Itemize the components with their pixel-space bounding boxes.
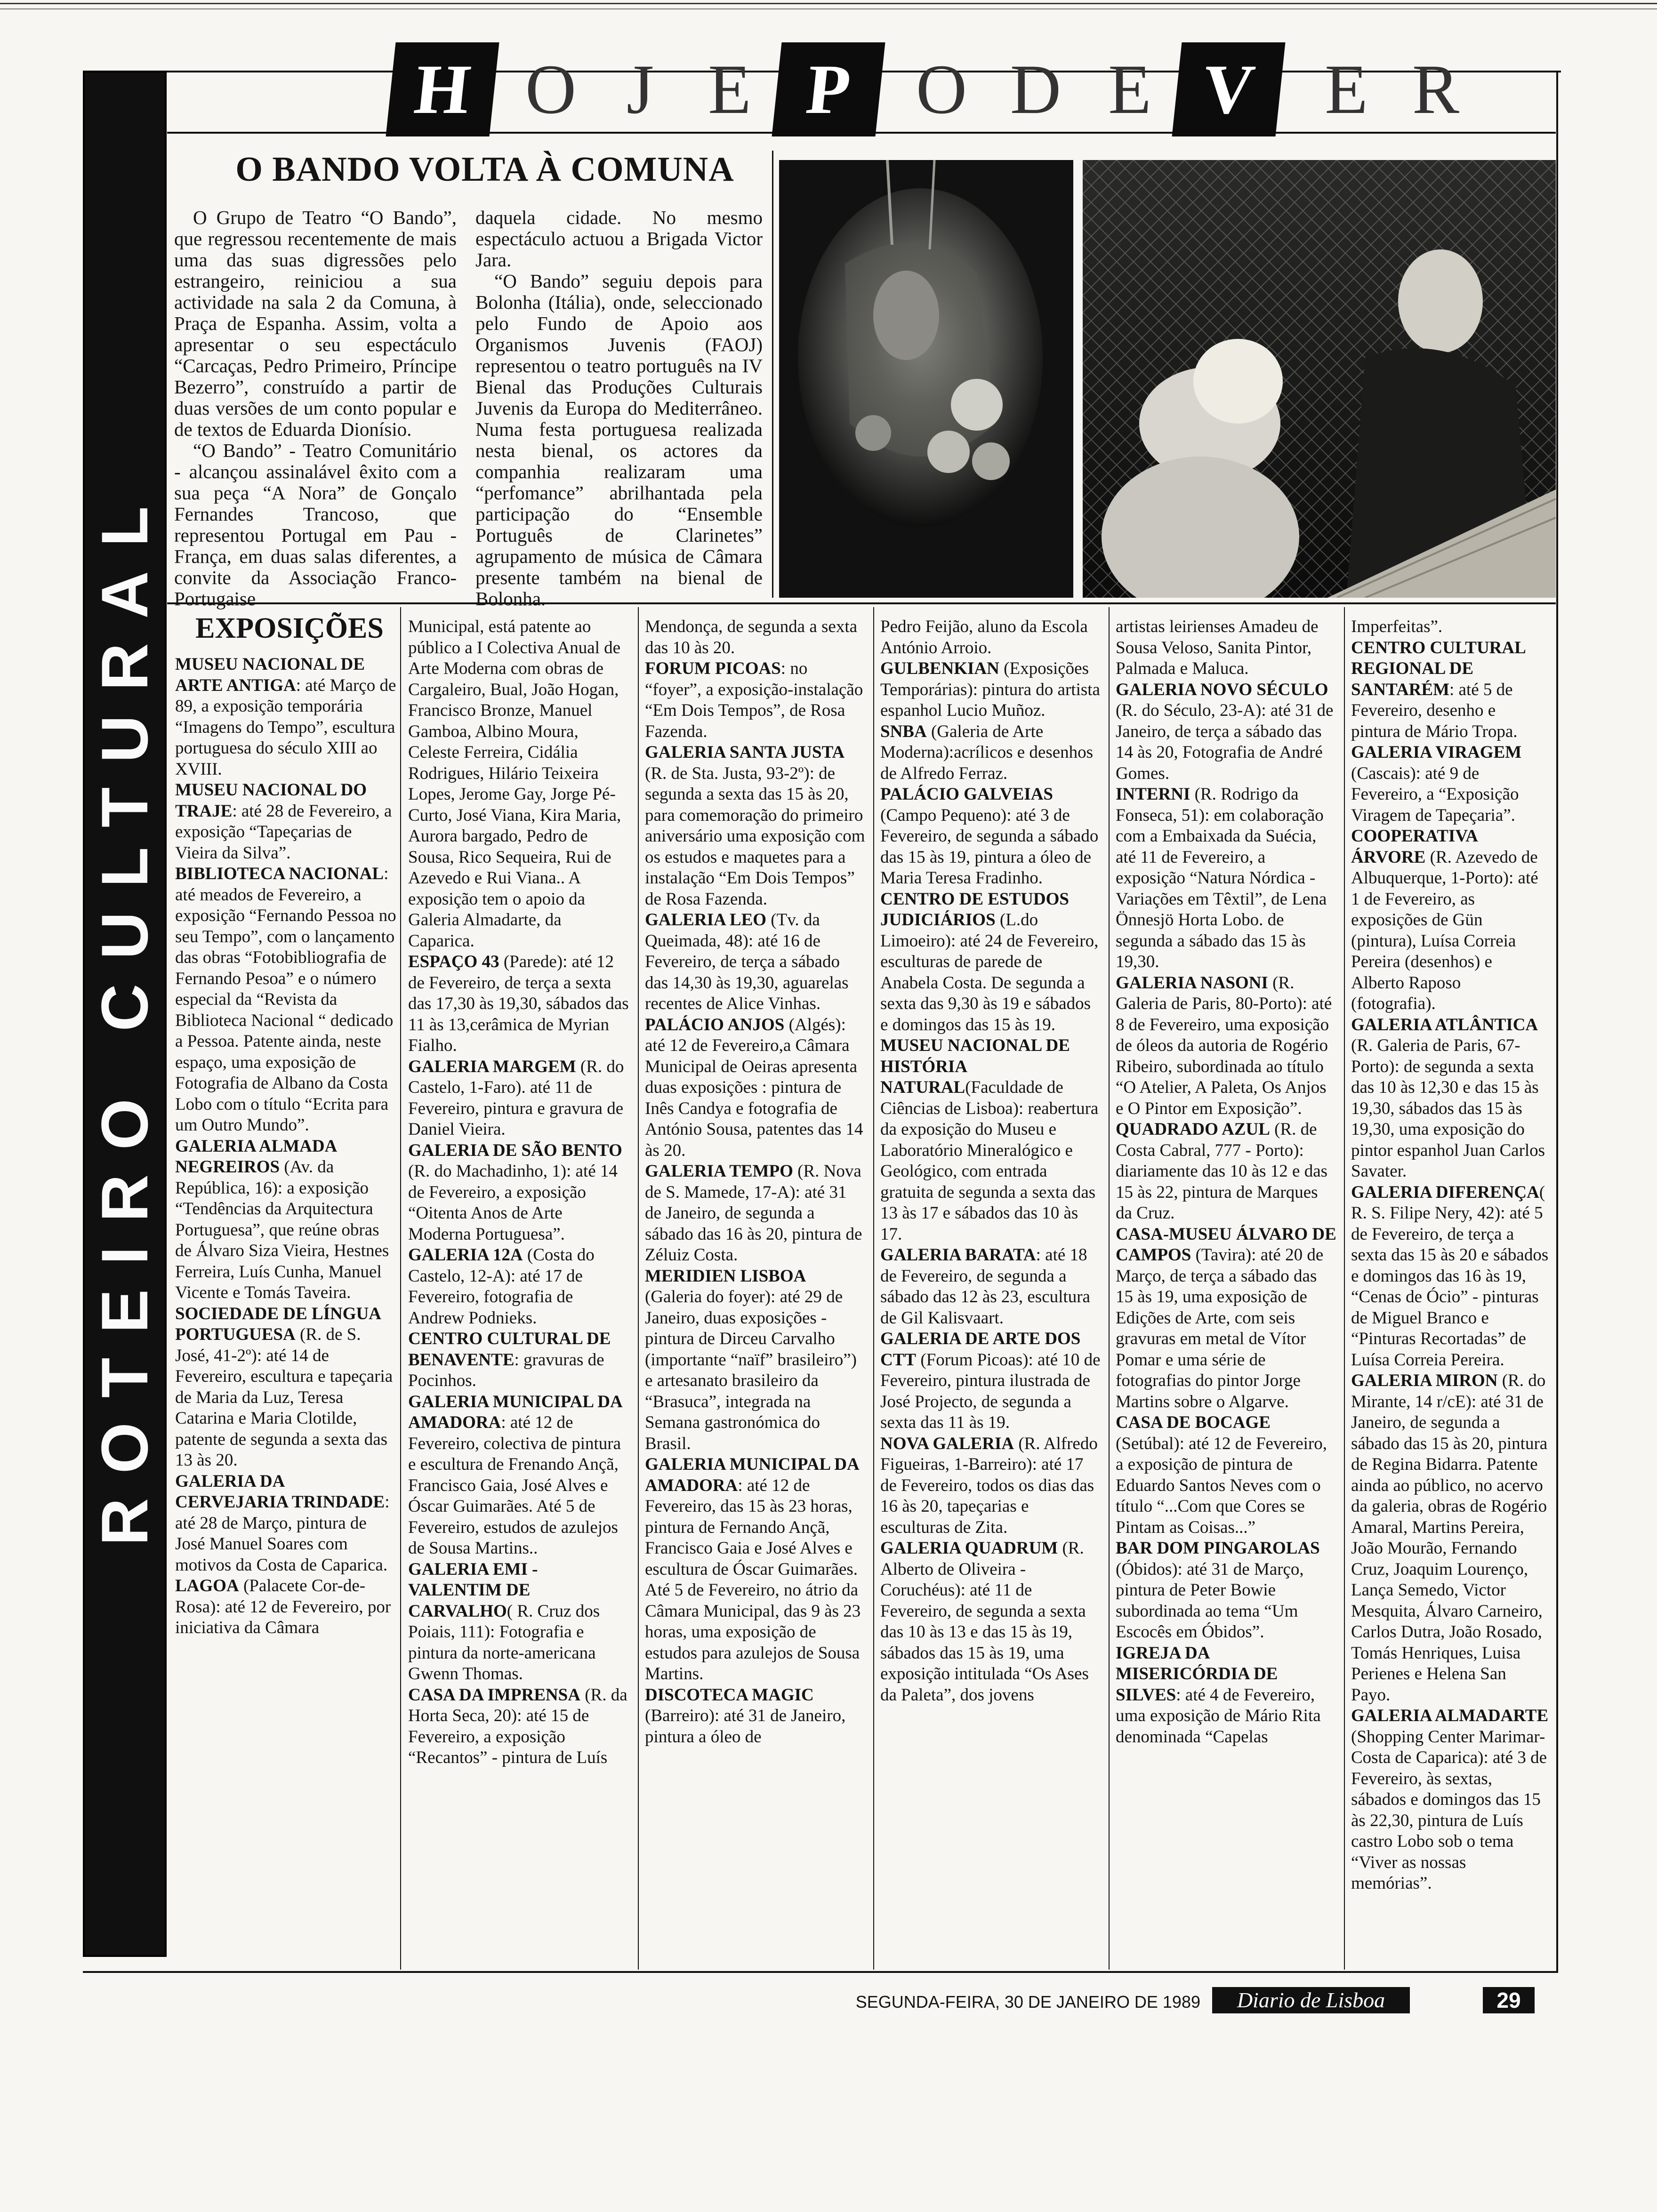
expo-column-2 — [408, 617, 629, 1967]
venue-name: LAGOA — [175, 1576, 239, 1595]
listing-details: (Óbidos): até 31 de Março, pintura de Peter Bowie subordinada ao tema “Um Escocês em Óbidos”. — [1116, 1559, 1304, 1642]
venue-name: CASA-MUSEU ÁLVARO DE CAMPOS — [1116, 1224, 1336, 1265]
listing-entry — [1116, 1643, 1337, 1748]
venue-name: GALERIA DE SÃO BENTO — [408, 1140, 622, 1160]
listing-entry — [175, 1136, 396, 1304]
listing-entry — [880, 1434, 1102, 1539]
venue-name: CENTRO CULTURAL REGIONAL DE SANTARÉM — [1351, 638, 1525, 699]
listing-details: : até 28 de Março, pintura de José Manuel Soares com motivos da Costa de Caparica. — [175, 1492, 390, 1575]
listing-details: Pedro Feijão, aluno da Escola António Arroio. — [880, 617, 1088, 657]
listing-details: : no “foyer”, a exposição-instalação “Em Dois Tempos”, de Rosa Fazenda. — [645, 659, 863, 741]
venue-name: NOVA GALERIA — [880, 1434, 1014, 1453]
expo-column-rule — [638, 607, 639, 1970]
listing-entry — [1351, 1015, 1549, 1182]
listing-entry — [408, 1392, 629, 1559]
listing-entry — [880, 658, 1102, 721]
photo-actors-on-stage — [1083, 160, 1556, 598]
venue-name: MUSEU NACIONAL DE ARTE ANTIGA — [175, 655, 365, 695]
listing-entry — [175, 780, 396, 864]
listing-details: (R. da Horta Seca, 20): até 15 de Fevereiro, a exposição “Recantos” - pintura de Luís — [408, 1685, 627, 1767]
listing-entry — [645, 742, 866, 910]
section-banner — [83, 71, 167, 1957]
venue-name: GALERIA EMI - VALENTIM DE CARVALHO — [408, 1559, 538, 1621]
venue-name: GALERIA SANTA JUSTA — [645, 743, 845, 762]
venue-name: BAR DOM PINGAROLAS — [1116, 1539, 1320, 1558]
article-column-1 — [174, 207, 457, 621]
venue-name: DISCOTECA MAGIC — [645, 1685, 814, 1705]
photo-actors-on-stage-image — [1083, 160, 1556, 598]
listing-entry — [880, 1035, 1102, 1245]
listing-entry — [1116, 973, 1337, 1120]
listing-details: (R. Alfredo Figueiras, 1-Barreiro): até 17 de Fevereiro, todos os dias das 16 às 20, tapeçarias e esculturas de Zita. — [880, 1434, 1098, 1537]
listing-entry — [175, 654, 396, 780]
listing-entry — [1116, 784, 1337, 973]
listing-details: : até meados de Fevereiro, a exposição “Fernando Pessoa no seu Tempo”, com o lançamento das obras “Fotobibliografia de Fernando Pesoa” e o número especial da “Revista da Biblioteca Nacional “ dedicado a Pessoa. Patente ainda, neste espaço, uma exposição de Fotografia de Albano da Costa Lobo com o título “Ecrita para um Outro Mundo”. — [175, 864, 396, 1135]
expo-column-3 — [645, 617, 866, 1967]
listing-details: : até Março de 89, a exposição temporária “Imagens do Tempo”, escultura portuguesa do século XIII ao XVIII. — [175, 675, 396, 779]
listing-entry — [880, 617, 1102, 658]
listing-details: (L.do Limoeiro): até 24 de Fevereiro, esculturas de parede de Anabela Costa. De segunda a sexta das 9,30 às 19 e sábados e domingos das 15 às 19. — [880, 910, 1099, 1034]
header-letter: E — [1325, 50, 1368, 128]
listing-entry — [645, 658, 866, 742]
venue-name: GALERIA DA CERVEJARIA TRINDADE — [175, 1471, 385, 1512]
listing-details: (R. de Costa Cabral, 777 - Porto): diariamente das 10 às 12 e das 15 às 22, pintura de Marques da Cruz. — [1116, 1120, 1328, 1223]
listing-entry — [175, 864, 396, 1136]
listing-entry — [175, 1576, 396, 1639]
frame-right-rule — [1556, 71, 1558, 1972]
listing-details: : até 18 de Fevereiro, de segunda a sábado das 12 às 23, escultura de Gil Kalisvaart. — [880, 1245, 1090, 1328]
article-paragraph: daquela cidade. No mesmo espectáculo actuou a Brigada Victor Jara. — [475, 207, 763, 271]
listing-entry — [1116, 1412, 1337, 1538]
listing-details: (R. Rodrigo da Fonseca, 51): em colaboração com a Embaixada da Suécia, até 11 de Fevereiro, a exposição “Natura Nórdica - Variações em Têxtil”, de Lena Önnesjö Horta Lobo. de segunda a sábado das 15 às 19,30. — [1116, 785, 1327, 971]
listing-entry — [645, 1161, 866, 1266]
footer-page-number: 29 — [1483, 1987, 1535, 2013]
listing-details: : até 12 de Fevereiro, das 15 às 23 horas, pintura de Fernando Ançã, Francisco Gaia e José Alves e escultura de Óscar Guimarães. Até 5 de Fevereiro, no átrio da Câmara Municipal, das 9 às 23 horas, uma exposição de estudos para azulejos de Sousa Martins. — [645, 1475, 861, 1683]
photo-actor-with-puppet-image — [779, 160, 1073, 598]
listing-details: (Exposições Temporárias): pintura do artista espanhol Lucio Muñoz. — [880, 659, 1100, 720]
venue-name: CENTRO CULTURAL DE BENAVENTE — [408, 1329, 611, 1370]
listing-details: (Cascais): até 9 de Fevereiro, a “Exposição Viragem de Tapeçaria”. — [1351, 763, 1519, 825]
listing-entry — [1351, 826, 1549, 1015]
listing-entry — [880, 889, 1102, 1036]
listing-details: (R. Galeria de Paris, 67-Porto): de segunda a sexta das 10 às 12,30 e das 15 às 19,30, sábados das 15 às 19,30, uma exposição do pintor espanhol Juan Carlos Savater. — [1351, 1036, 1545, 1181]
expo-column-rule — [1344, 607, 1345, 1970]
listing-details: (Algés): até 12 de Fevereiro,a Câmara Municipal de Oeiras apresenta duas exposições : pintura de Inês Candya e fotografia de António Sousa, patentes das 14 às 20. — [645, 1015, 863, 1160]
listing-entry — [1351, 638, 1549, 743]
listing-details: (Parede): até 12 de Fevereiro, de terça a sexta das 17,30 às 19,30, sábados das 11 às 13,cerâmica de Myrian Fialho. — [408, 952, 629, 1055]
listing-details: (R. Nova de S. Mamede, 17-A): até 31 de Janeiro, de segunda a sábado das 16 às 20, pintura de Zéluiz Costa. — [645, 1162, 862, 1265]
expo-column-4 — [880, 617, 1102, 1967]
listing-entry — [1116, 1538, 1337, 1643]
venue-name: IGREJA DA MISERICÓRDIA DE SILVES — [1116, 1643, 1278, 1705]
venue-name: GALERIA MIRON — [1351, 1371, 1498, 1390]
article-column-rule — [772, 151, 773, 598]
listing-details: : até 12 de Fevereiro, colectiva de pintura e escultura de Frenando Ançã, Francisco Gaia, José Alves e Óscar Guimarães. Até 5 de Fevereiro, estudos de azulejos de Sousa Martins.. — [408, 1413, 621, 1558]
listing-entry — [1116, 1224, 1337, 1413]
header-letter: O — [525, 50, 577, 128]
listing-details: (Costa do Castelo, 12-A): até 17 de Fevereiro, fotografia de Andrew Podnieks. — [408, 1245, 595, 1328]
listing-entry — [408, 1245, 629, 1329]
listing-details: ( R. Cruz dos Poiais, 111): Fotografia e pintura da norte-americana Gwenn Thomas. — [408, 1601, 600, 1683]
listing-entry — [408, 1685, 629, 1769]
venue-name: GALERIA ALMADA NEGREIROS — [175, 1136, 337, 1177]
article-paragraph: “O Bando” - Teatro Comunitário - alcançou assinalável êxito com a sua peça “A Nora” de Gonçalo Fernandes Trancoso, que representou Portugal em Pau - França, em duas salas diferentes, a convite da Associação Franco-Portugaise — [174, 440, 457, 609]
listing-entry — [645, 1454, 866, 1685]
listing-details: : até 4 de Fevereiro, uma exposição de Mário Rita denominada “Capelas — [1116, 1685, 1321, 1747]
venue-name: CASA DE BOCAGE — [1116, 1413, 1271, 1432]
venue-name: GALERIA VIRAGEM — [1351, 743, 1522, 762]
listing-details: (Barreiro): até 31 de Janeiro, pintura a óleo de — [645, 1706, 846, 1747]
section-banner-text: ROTEIRO CULTURAL — [88, 481, 161, 1546]
listing-entry — [175, 1304, 396, 1471]
expo-column-6 — [1351, 617, 1549, 1967]
listing-details: (Tv. da Queimada, 48): até 16 de Fevereiro, de terça a sábado das 14,30 às 19,30, aguarelas recentes de Alice Vinhas. — [645, 910, 849, 1013]
venue-name: GALERIA MUNICIPAL DA AMADORA — [645, 1455, 859, 1495]
listing-entry — [1116, 1119, 1337, 1224]
listing-entry — [408, 1559, 629, 1685]
listing-details: (Faculdade de Ciências de Lisboa): reabertura da exposição do Museu e Laboratório Mineralógico e Geológico, com entrada gratuita de segunda a sexta das 13 às 17 e sábados das 10 às 17. — [880, 1078, 1099, 1244]
listing-details: (R. do Século, 23-A): até 31 de Janeiro, de terça a sábado das 14 às 20, Fotografia de André Gomes. — [1116, 701, 1334, 783]
footer-newspaper-name: Diario de Lisboa — [1212, 1987, 1410, 2013]
venue-name: GALERIA MARGEM — [408, 1057, 576, 1076]
listing-entry — [880, 1329, 1102, 1434]
venue-name: GALERIA BARATA — [880, 1245, 1036, 1265]
venue-name: BIBLIOTECA NACIONAL — [175, 864, 384, 883]
venue-name: GALERIA DE ARTE DOS CTT — [880, 1329, 1081, 1370]
venue-name: MUSEU NACIONAL DE HISTÓRIA NATURAL — [880, 1036, 1070, 1097]
venue-name: CENTRO DE ESTUDOS JUDICIÁRIOS — [880, 889, 1069, 930]
listing-entry — [1351, 1182, 1549, 1371]
listing-entry — [1351, 742, 1549, 826]
venue-name: GALERIA ALMADARTE — [1351, 1706, 1549, 1725]
listing-details: (R. do Mirante, 14 r/cE): até 31 de Janeiro, de segunda a sábado das 15 às 20, pintura de Regina Bidarra. Patente ainda ao público, no acervo da galeria, obras de Rogério Amaral, Martins Pereira, João Mourão, Fernando Cruz, Joaquim Lourenço, Lança Semedo, Victor Mesquita, Álvaro Carneiro, Carlos Dutra, João Rosado, Tomás Henriques, Luisa Perienes e Helena San Payo. — [1351, 1371, 1548, 1705]
listing-details: ( R. S. Filipe Nery, 42): até 5 de Fevereiro, de terça a sexta das 15 às 20 e sábados e domingos das 16 às 19, “Cenas de Ócio” - pinturas de Miguel Branco e “Pinturas Recortadas” de Luísa Correia Pereira. — [1351, 1182, 1549, 1370]
scan-line-top — [0, 3, 1657, 4]
listing-details: (R. Azevedo de Albuquerque, 1-Porto): até 1 de Fevereiro, as exposições de Gün (pintura), Luísa Correia Pereira (desenhos) e Alberto Raposo (fotografia). — [1351, 847, 1538, 1013]
listing-entry — [408, 952, 629, 1057]
article-paragraph: O Grupo de Teatro “O Bando”, que regressou recentemente de mais uma das suas digressões pelo estrangeiro, reiniciou a sua actividade na sala 2 da Comuna, à Praça de Espanha. Assim, volta a apresentar o seu espectáculo “Carcaças, Pedro Primeiro, Príncipe Bezerro”, construído a partir de duas versões de um conto popular e de textos de Eduarda Dionísio. — [174, 207, 457, 440]
listing-details: (Galeria de Arte Moderna):acrílicos e desenhos de Alfredo Ferraz. — [880, 721, 1094, 783]
listing-entry — [408, 617, 629, 952]
venue-name: GALERIA NASONI — [1116, 973, 1268, 993]
header-letter: J — [626, 50, 654, 128]
listing-details: (Tavira): até 20 de Março, de terça a sábado das 15 às 19, uma exposição de Edições de Arte, com seis gravuras em metal de Vítor Pomar e uma série de fotografias do pintor Jorge Martins sobre o Algarve. — [1116, 1245, 1324, 1411]
header-letter: D — [1010, 50, 1062, 128]
listing-details: : até 28 de Fevereiro, a exposição “Tapeçarias de Vieira da Silva”. — [175, 801, 392, 863]
venue-name: GALERIA DIFERENÇA — [1351, 1182, 1539, 1202]
venue-name: MUSEU NACIONAL DO TRAJE — [175, 780, 367, 821]
header-letter: E — [1108, 50, 1151, 128]
article-headline: O BANDO VOLTA À COMUNA — [235, 150, 734, 189]
venue-name: GALERIA 12A — [408, 1245, 523, 1265]
expo-column-5 — [1116, 617, 1337, 1967]
venue-name: INTERNI — [1116, 785, 1190, 804]
listing-entry — [645, 617, 866, 658]
listing-entry — [880, 784, 1102, 889]
expo-column-1 — [175, 654, 396, 1967]
venue-name: PALÁCIO ANJOS — [645, 1015, 785, 1034]
listing-details: (R. do Machadinho, 1): até 14 de Fevereiro, a exposição “Oitenta Anos de Arte Moderna Portuguesa”. — [408, 1162, 618, 1244]
venue-name: GALERIA QUADRUM — [880, 1539, 1058, 1558]
listing-details: (Setúbal): até 12 de Fevereiro, a exposição de pintura de Eduardo Santos Neves com o título “...Com que Cores se Pintam as Coisas...” — [1116, 1434, 1327, 1537]
listing-entry — [645, 1685, 866, 1748]
frame-bottom-rule — [83, 1971, 1558, 1973]
header-letter: V — [1172, 42, 1285, 136]
article-column-2 — [475, 207, 763, 621]
listing-details: artistas leirienses Amadeu de Sousa Veloso, Sanita Pintor, Palmada e Maluca. — [1116, 617, 1319, 678]
listing-details: (R. de Sta. Justa, 93-2º): de segunda a sexta das 15 às 20, para comemoração do primeiro aniversário uma exposição com os estudos e maquetes para a instalação “Em Dois Tempos” de Rosa Fazenda. — [645, 763, 865, 909]
listing-details: Municipal, está patente ao público a I Colectiva Anual de Arte Moderna com obras de Cargaleiro, Bual, João Hogan, Francisco Bronze, Manuel Gamboa, Albino Moura, Celeste Ferreira, Cidália Rodrigues, Hilário Teixeira Lopes, Jerome Gay, Jorge Pé-Curto, José Viana, Kira Maria, Aurora bargado, Pedro de Sousa, Rico Sequeira, Rui de Azevedo e Rui Viana.. A exposição tem o apoio da Galeria Almadarte, da Caparica. — [408, 617, 621, 951]
photo-actor-with-puppet — [779, 160, 1073, 598]
venue-name: QUADRADO AZUL — [1116, 1120, 1270, 1139]
listing-details: (R. Alberto de Oliveira - Coruchéus): até 11 de Fevereiro, de segunda a sexta das 10 às 13 e das 15 às 19, sábados das 15 às 19, uma exposição intitulada “Os Ases da Paleta”, dos jovens — [880, 1539, 1089, 1705]
exposicoes-heading: EXPOSIÇÕES — [195, 612, 384, 644]
venue-name: GALERIA MUNICIPAL DA AMADORA — [408, 1392, 622, 1432]
header-letter: P — [772, 42, 885, 136]
expo-column-rule — [400, 607, 401, 1970]
venue-name: GULBENKIAN — [880, 659, 999, 678]
venue-name: CASA DA IMPRENSA — [408, 1685, 580, 1705]
listing-details: (R. Galeria de Paris, 80-Porto): até 8 de Fevereiro, uma exposição de óleos da autoria de Rogério Ribeiro, subordinada ao título “O Atelier, A Paleta, Os Anjos e O Pintor em Exposição”. — [1116, 973, 1332, 1118]
listing-details: (Palacete Cor-de-Rosa): até 12 de Fevereiro, por iniciativa da Câmara — [175, 1576, 391, 1637]
listing-entry — [1351, 1706, 1549, 1894]
listing-entry — [645, 910, 866, 1015]
listing-details: Mendonça, de segunda a sexta das 10 às 20. — [645, 617, 858, 657]
expo-column-rule — [1109, 607, 1110, 1970]
listing-details: : gravuras de Pocinhos. — [408, 1350, 604, 1390]
footer-date: SEGUNDA-FEIRA, 30 DE JANEIRO DE 1989 — [855, 1992, 1200, 2012]
listing-details: (R. do Castelo, 1-Faro). até 11 de Fevereiro, pintura e gravura de Daniel Vieira. — [408, 1057, 624, 1139]
listing-details: (Campo Pequeno): até 3 de Fevereiro, de segunda a sábado das 15 às 19, pintura a óleo de Maria Teresa Fradinho. — [880, 805, 1099, 888]
venue-name: ESPAÇO 43 — [408, 952, 499, 971]
listing-entry — [880, 1245, 1102, 1329]
listing-details: Imperfeitas”. — [1351, 617, 1443, 636]
venue-name: GALERIA TEMPO — [645, 1162, 793, 1181]
listing-entry — [1351, 617, 1549, 638]
venue-name: COOPERATIVA ÁRVORE — [1351, 826, 1477, 867]
venue-name: FORUM PICOAS — [645, 659, 781, 678]
listing-entry — [408, 1329, 629, 1392]
listing-details: (R. de S. José, 41-2º): até 14 de Fevereiro, escultura e tapeçaria de Maria da Luz, Teresa Catarina e Maria Clotilde, patente de segunda a sexta das 13 às 20. — [175, 1325, 393, 1470]
listing-details: (Shopping Center Marimar-Costa de Caparica): até 3 de Fevereiro, às sextas, sábados e domingos das 15 às 22,30, pintura de Luís castro Lobo sob o tema “Viver as nossas memórias”. — [1351, 1727, 1547, 1893]
venue-name: GALERIA NOVO SÉCULO — [1116, 680, 1328, 699]
article-paragraph: “O Bando” seguiu depois para Bolonha (Itália), onde, seleccionado pelo Fundo de Apoio aos Organismos Juvenis (FAOJ) representou o teatro português na IV Bienal das Produções Culturais Juvenis da Europa do Mediterrâneo. Numa festa portuguesa realizada nesta bienal, os actores da companhia realizaram uma “perfomance” abrilhantada pela participação do “Ensemble Português de Clarinetes” agrupamento de música de Câmara presente também na bienal de Bolonha. — [475, 270, 763, 609]
listing-details: (Forum Picoas): até 10 de Fevereiro, pintura ilustrada de José Projecto, de segunda a sexta das 11 às 19. — [880, 1350, 1101, 1432]
header-letter: O — [916, 50, 967, 128]
venue-name: PALÁCIO GALVEIAS — [880, 785, 1054, 804]
listing-entry — [408, 1057, 629, 1140]
listing-entry — [1351, 1370, 1549, 1706]
header-letter: E — [708, 50, 751, 128]
header-letter: H — [386, 42, 499, 136]
venue-name: SOCIEDADE DE LÍNGUA PORTUGUESA — [175, 1304, 380, 1344]
listing-entry — [175, 1471, 396, 1576]
listing-entry — [880, 1538, 1102, 1706]
expo-column-rule — [873, 607, 874, 1970]
header-letter: R — [1412, 50, 1460, 128]
listing-entry — [408, 1140, 629, 1245]
listing-details: : até 5 de Fevereiro, desenho e pintura de Mário Tropa. — [1351, 680, 1518, 741]
scan-line-top-2 — [0, 8, 1657, 9]
venue-name: GALERIA LEO — [645, 910, 767, 930]
listing-entry — [880, 721, 1102, 785]
listing-entry — [1116, 617, 1337, 680]
listing-entry — [645, 1015, 866, 1162]
venue-name: MERIDIEN LISBOA — [645, 1266, 806, 1286]
venue-name: GALERIA ATLÂNTICA — [1351, 1015, 1538, 1034]
column-header — [391, 42, 1511, 136]
listing-entry — [645, 1266, 866, 1455]
venue-name: SNBA — [880, 721, 927, 741]
listing-entry — [1116, 680, 1337, 785]
listing-details: (Galeria do foyer): até 29 de Janeiro, duas exposições - pintura de Dirceu Carvalho (importante “naïf” brasileiro”) e artesanato brasileiro da “Brasuca”, integrada na Semana gastronómica do Brasil. — [645, 1287, 857, 1453]
listing-details: (Av. da República, 16): a exposição “Tendências da Arquitectura Portuguesa”, que reúne obras de Álvaro Siza Vieira, Hestnes Ferreira, Luís Cunha, Manuel Vicente e Tomás Taveira. — [175, 1157, 389, 1302]
